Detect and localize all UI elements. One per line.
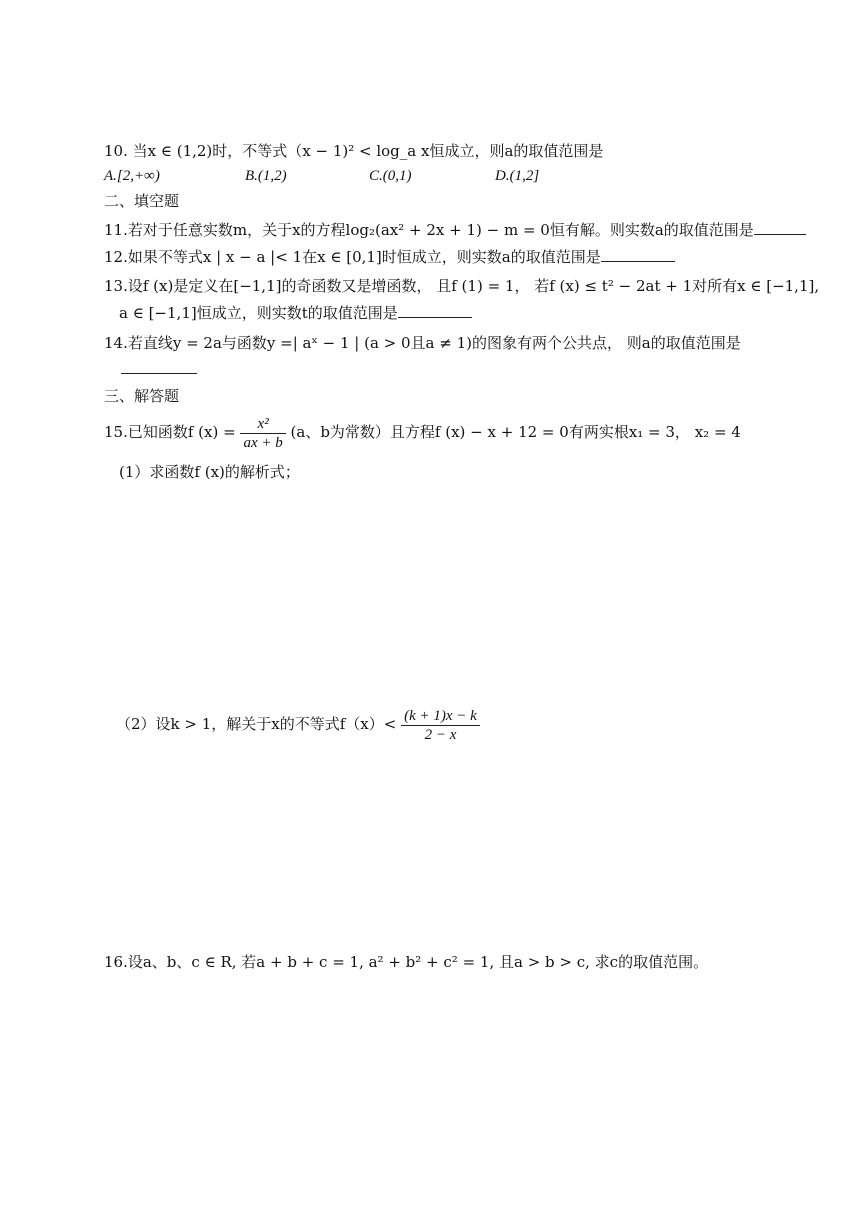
answer-blank-14 bbox=[121, 358, 197, 374]
option-d: D.(1,2] bbox=[495, 168, 540, 184]
question-16-text: 16.设a、b、c ∈ R, 若a + b + c = 1, a² + b² + c² = 1, 且a > b > c, 求c的取值范围。 bbox=[104, 953, 709, 971]
question-11-text: 11.若对于任意实数m，关于x的方程log₂(ax² + 2x + 1) − m = 0恒有解。则实数a的取值范围是 bbox=[104, 221, 754, 239]
section-heading-fill-in: 二、填空题 bbox=[104, 192, 180, 210]
answer-blank-14-row bbox=[121, 358, 197, 379]
answer-blank-12 bbox=[601, 246, 675, 262]
question-15-stem bbox=[104, 412, 741, 452]
question-14-text: 14.若直线y = 2a与函数y =| aˣ − 1 | (a > 0且a ≠ 1)的图象有两个公共点， 则a的取值范围是 bbox=[104, 334, 741, 352]
question-13-line-1: 13.设f (x)是定义在[−1,1]的奇函数又是增函数， 且f (1) = 1， 若f (x) ≤ t² − 2at + 1对所有x ∈ [−1,1], bbox=[104, 277, 820, 295]
question-10-stem: 10. 当x ∈ (1,2)时，不等式（x − 1)² < log_a x恒成立，则a的取值范围是 bbox=[104, 142, 604, 160]
option-b: B.(1,2) bbox=[245, 168, 287, 184]
question-15-fraction-denominator: ax + b bbox=[243, 434, 283, 451]
question-15-part-2-prefix: （2）设k > 1，解关于x的不等式f（x）< bbox=[116, 715, 397, 733]
question-13-line-2 bbox=[119, 302, 472, 323]
answer-blank-13 bbox=[398, 302, 472, 318]
question-15-part-1: (1）求函数f (x)的解析式； bbox=[119, 463, 300, 481]
question-11 bbox=[104, 219, 806, 240]
question-15-fraction bbox=[240, 415, 285, 452]
question-15-part-2 bbox=[116, 704, 480, 744]
answer-blank-11 bbox=[754, 219, 806, 235]
option-a: A.[2,+∞) bbox=[104, 168, 160, 184]
section-heading-solutions: 三、解答题 bbox=[104, 387, 180, 405]
question-15-part-2-numerator: (k + 1)x − k bbox=[401, 707, 480, 726]
question-10-options bbox=[104, 166, 704, 186]
question-15-suffix: (a、b为常数）且方程f (x) − x + 12 = 0有两实根x₁ = 3， x₂ = 4 bbox=[290, 423, 741, 441]
question-15-prefix: 15.已知函数f (x) = bbox=[104, 423, 236, 441]
option-c: C.(0,1) bbox=[369, 168, 412, 184]
question-15-part-2-fraction bbox=[401, 707, 480, 744]
question-12-text: 12.如果不等式x | x − a |< 1在x ∈ [0,1]时恒成立，则实数a的取值范围是 bbox=[104, 248, 601, 266]
question-15-fraction-numerator: x² bbox=[240, 415, 285, 434]
question-15-part-2-denominator: 2 − x bbox=[424, 726, 457, 743]
question-12 bbox=[104, 246, 675, 267]
question-13-line-2-text: a ∈ [−1,1]恒成立，则实数t的取值范围是 bbox=[119, 304, 398, 322]
